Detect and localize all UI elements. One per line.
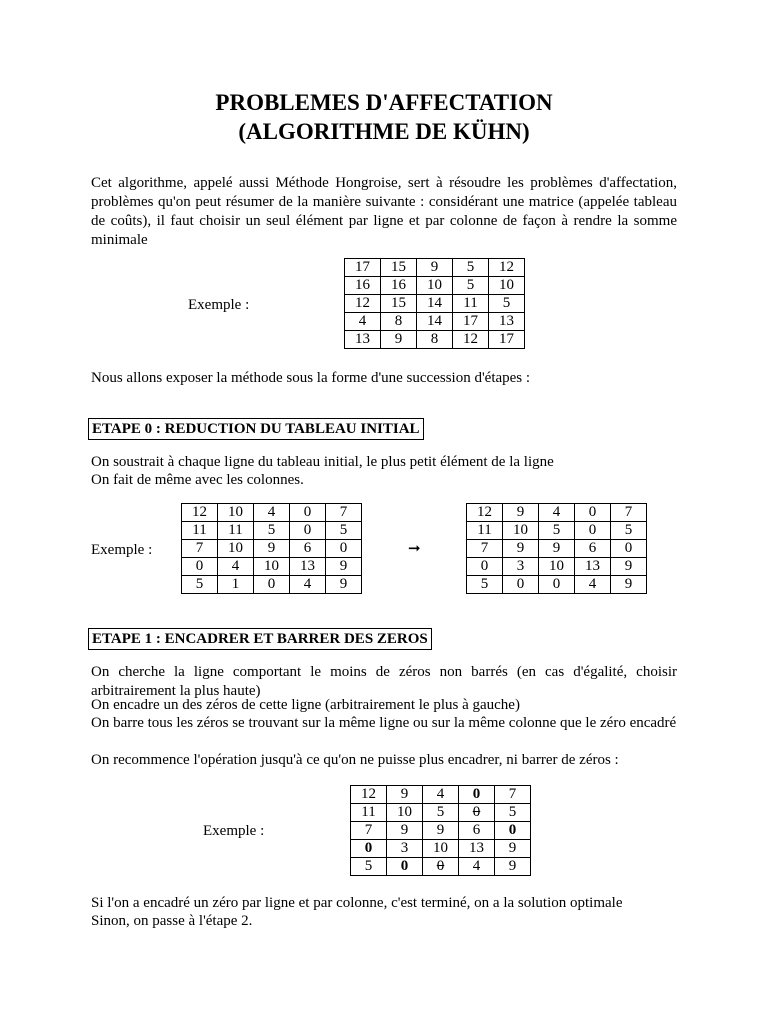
- matrix-cell: 4: [575, 576, 611, 594]
- matrix-cell: 10: [218, 504, 254, 522]
- matrix-cell-crossed-zero: 0: [459, 804, 495, 822]
- matrix-cell: 10: [254, 558, 290, 576]
- matrix-cell: 12: [345, 295, 381, 313]
- matrix-cell: 9: [611, 558, 647, 576]
- matrix-cell: 15: [381, 295, 417, 313]
- matrix-cell: 4: [254, 504, 290, 522]
- matrix-cell: 12: [467, 504, 503, 522]
- matrix-cell: 7: [326, 504, 362, 522]
- matrix-cell: 7: [495, 786, 531, 804]
- matrix-cell: 0: [290, 522, 326, 540]
- matrix-cell: 5: [182, 576, 218, 594]
- matrix-cell: 5: [423, 804, 459, 822]
- matrix-cell: 5: [254, 522, 290, 540]
- matrix-row: [345, 313, 525, 331]
- matrix-cell-boxed-zero: 0: [351, 840, 387, 858]
- matrix-cell: 7: [182, 540, 218, 558]
- matrix-cell: 10: [417, 277, 453, 295]
- matrix-cell: 10: [539, 558, 575, 576]
- step1-heading: ETAPE 1 : ENCADRER ET BARRER DES ZEROS: [88, 628, 432, 650]
- matrix-cell: 4: [459, 858, 495, 876]
- matrix-cell: 17: [345, 259, 381, 277]
- matrix-cell: 9: [495, 858, 531, 876]
- matrix-cell: 1: [218, 576, 254, 594]
- matrix-cell: 14: [417, 295, 453, 313]
- step1-end-line2: Sinon, on passe à l'étape 2.: [91, 913, 253, 929]
- matrix-cell: 11: [453, 295, 489, 313]
- matrix-cell: 4: [423, 786, 459, 804]
- matrix-row: [351, 786, 531, 804]
- matrix-cell: 12: [489, 259, 525, 277]
- matrix-cell: 16: [345, 277, 381, 295]
- matrix-cell: 10: [503, 522, 539, 540]
- matrix-cell: 12: [351, 786, 387, 804]
- matrix-cell: 15: [381, 259, 417, 277]
- matrix-cell: 17: [489, 331, 525, 349]
- matrix-row: [351, 822, 531, 840]
- matrix-row: [467, 576, 647, 594]
- matrix-cell: 9: [381, 331, 417, 349]
- matrix-cell: 0: [539, 576, 575, 594]
- matrix-cols-reduced: [466, 503, 647, 594]
- matrix-cell: 0: [254, 576, 290, 594]
- matrix-row: [345, 259, 525, 277]
- matrix-cell-boxed-zero: 0: [387, 858, 423, 876]
- step1-paragraph1: On cherche la ligne comportant le moins de zéros non barrés (en cas d'égalité, choisir arbitrairement la plus haute): [91, 664, 677, 699]
- matrix-cell: 10: [423, 840, 459, 858]
- matrix-cell: 9: [423, 822, 459, 840]
- matrix-row: [345, 331, 525, 349]
- intro-paragraph: Cet algorithme, appelé aussi Méthode Hongroise, sert à résoudre les problèmes d'affectation, problèmes qu'on peut résumer de la manière suivante : considérant une matrice (appelée tableau de coûts), il faut choisir un seul élément par ligne et par colonne de façon à rendre la somme minimale: [91, 175, 677, 248]
- matrix-cell: 5: [539, 522, 575, 540]
- matrix-cell: 4: [218, 558, 254, 576]
- matrix-cell-crossed-zero: 0: [423, 858, 459, 876]
- matrix-row: [182, 504, 362, 522]
- matrix-cell: 9: [387, 822, 423, 840]
- matrix-cell: 11: [182, 522, 218, 540]
- matrix-cell: 8: [417, 331, 453, 349]
- matrix-cell: 5: [467, 576, 503, 594]
- matrix-cell: 6: [459, 822, 495, 840]
- matrix-cell: 10: [387, 804, 423, 822]
- matrix-cell: 17: [453, 313, 489, 331]
- matrix-cell: 12: [453, 331, 489, 349]
- matrix-row: [345, 277, 525, 295]
- matrix-cell: 12: [182, 504, 218, 522]
- matrix-cell: 5: [489, 295, 525, 313]
- matrix-row: [182, 522, 362, 540]
- matrix-row: [182, 540, 362, 558]
- matrix-cell: 5: [453, 259, 489, 277]
- matrix-row: [182, 558, 362, 576]
- matrix-cell: 0: [503, 576, 539, 594]
- matrix-cell: 10: [218, 540, 254, 558]
- step1-line2: On encadre un des zéros de cette ligne (arbitrairement le plus à gauche): [91, 697, 520, 713]
- matrix-cell: 10: [489, 277, 525, 295]
- matrix-cell: 5: [611, 522, 647, 540]
- matrix-cell: 3: [503, 558, 539, 576]
- matrix-cell: 9: [611, 576, 647, 594]
- step0-line2: On fait de même avec les colonnes.: [91, 472, 304, 488]
- matrix-cell: 5: [453, 277, 489, 295]
- matrix-cell: 3: [387, 840, 423, 858]
- step1-line4: On recommence l'opération jusqu'à ce qu'on ne puisse plus encadrer, ni barrer de zéros :: [91, 752, 619, 768]
- matrix-cell: 16: [381, 277, 417, 295]
- matrix-row: [351, 804, 531, 822]
- matrix-cell: 7: [351, 822, 387, 840]
- matrix-initial: [344, 258, 525, 349]
- matrix-cell: 9: [417, 259, 453, 277]
- step1-paragraph3: On barre tous les zéros se trouvant sur la même ligne ou sur la même colonne que le zéro encadré: [91, 715, 677, 731]
- matrix-cell: 9: [495, 840, 531, 858]
- matrix-cell: 13: [489, 313, 525, 331]
- method-sentence: Nous allons exposer la méthode sous la forme d'une succession d'étapes :: [91, 370, 531, 386]
- matrix-rows-reduced: [181, 503, 362, 594]
- matrix-row: [467, 540, 647, 558]
- example-label-1: Exemple :: [188, 297, 250, 313]
- matrix-cell-boxed-zero: 0: [495, 822, 531, 840]
- matrix-step1: [350, 785, 531, 876]
- matrix-cell: 13: [459, 840, 495, 858]
- matrix-cell: 7: [611, 504, 647, 522]
- matrix-cell: 0: [611, 540, 647, 558]
- matrix-cell: 6: [575, 540, 611, 558]
- matrix-cell: 0: [182, 558, 218, 576]
- matrix-cell: 9: [387, 786, 423, 804]
- matrix-cell: 0: [326, 540, 362, 558]
- matrix-row: [351, 840, 531, 858]
- matrix-cell: 13: [345, 331, 381, 349]
- matrix-cell: 4: [290, 576, 326, 594]
- matrix-cell: 5: [495, 804, 531, 822]
- matrix-row: [467, 504, 647, 522]
- step1-end-line1: Si l'on a encadré un zéro par ligne et par colonne, c'est terminé, on a la solution optimale: [91, 895, 623, 911]
- arrow-icon: ➞: [408, 541, 421, 557]
- matrix-cell: 5: [351, 858, 387, 876]
- matrix-cell: 9: [539, 540, 575, 558]
- matrix-cell: 0: [467, 558, 503, 576]
- matrix-cell: 0: [575, 522, 611, 540]
- matrix-cell: 14: [417, 313, 453, 331]
- matrix-cell: 9: [503, 540, 539, 558]
- matrix-row: [182, 576, 362, 594]
- matrix-cell-boxed-zero: 0: [459, 786, 495, 804]
- matrix-cell: 0: [575, 504, 611, 522]
- matrix-row: [467, 522, 647, 540]
- matrix-row: [351, 858, 531, 876]
- page-title-line1: PROBLEMES D'AFFECTATION: [215, 90, 553, 115]
- matrix-cell: 13: [575, 558, 611, 576]
- matrix-cell: 5: [326, 522, 362, 540]
- matrix-cell: 9: [326, 576, 362, 594]
- matrix-cell: 8: [381, 313, 417, 331]
- matrix-cell: 9: [326, 558, 362, 576]
- example-label-3: Exemple :: [203, 823, 265, 839]
- example-label-2: Exemple :: [91, 542, 153, 558]
- matrix-cell: 7: [467, 540, 503, 558]
- matrix-cell: 13: [290, 558, 326, 576]
- matrix-cell: 9: [503, 504, 539, 522]
- matrix-cell: 11: [467, 522, 503, 540]
- step0-line1: On soustrait à chaque ligne du tableau initial, le plus petit élément de la ligne: [91, 454, 554, 470]
- page-title-line2: (ALGORITHME DE KÜHN): [238, 119, 530, 144]
- matrix-cell: 9: [254, 540, 290, 558]
- matrix-cell: 11: [218, 522, 254, 540]
- matrix-cell: 11: [351, 804, 387, 822]
- matrix-row: [345, 295, 525, 313]
- matrix-cell: 4: [539, 504, 575, 522]
- step0-heading: ETAPE 0 : REDUCTION DU TABLEAU INITIAL: [88, 418, 424, 440]
- matrix-cell: 0: [290, 504, 326, 522]
- matrix-cell: 4: [345, 313, 381, 331]
- matrix-row: [467, 558, 647, 576]
- matrix-cell: 6: [290, 540, 326, 558]
